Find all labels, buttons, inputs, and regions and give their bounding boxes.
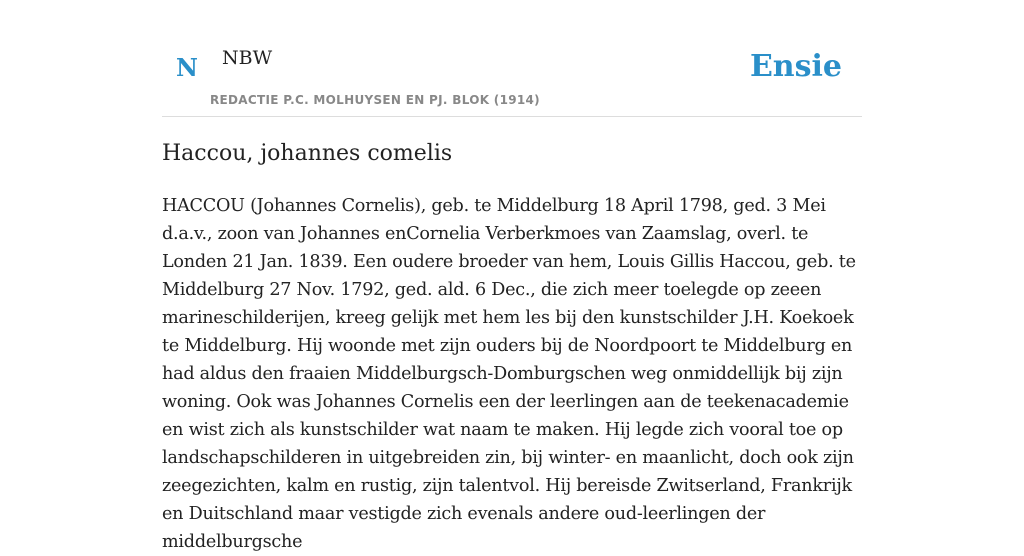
source-logo[interactable]: N xyxy=(176,53,198,82)
source-header xyxy=(162,0,862,117)
source-subtitle: REDACTIE P.C. MOLHUYSEN EN PJ. BLOK (1914) xyxy=(210,93,540,107)
article-title: Haccou, johannes comelis xyxy=(162,141,453,166)
article-body: HACCOU (Johannes Cornelis), geb. te Middelburg 18 April 1798, ged. 3 Mei d.a.v., zoon van Johannes enCornelia Verberkmoes van Zaamslag, overl. te Londen 21 Jan. 1839. Een oudere broeder van hem, Louis Gillis Haccou, geb. te Middelburg 27 Nov. 1792, ged. ald. 6 Dec., die zich meer toelegde op zeeen marineschilderijen, kreeg gelijk met hem les bij den kunstschilder J.H. Koekoek te Middelburg. Hij woonde met zijn ouders bij de Noordpoort te Middelburg en had aldus den fraaien Middelburgsch-Domburgschen weg onmiddellijk bij zijn woning. Ook was Johannes Cornelis een der leerlingen aan de teekenacademie en wist zich als kunstschilder wat naam te maken. Hij legde zich vooral toe op landschapschilderen in uitgebreiden zin, bij winter- en maanlicht, doch ook zijn zeegezichten, kalm en rustig, zijn talentvol. Hij bereisde Zwitserland, Frankrijk en Duitschland maar vestigde zich evenals andere oud-leerlingen der middelburgsche xyxy=(162,196,856,552)
brand-logo[interactable]: Ensie xyxy=(749,49,842,84)
source-name-link[interactable]: NBW xyxy=(222,47,273,69)
